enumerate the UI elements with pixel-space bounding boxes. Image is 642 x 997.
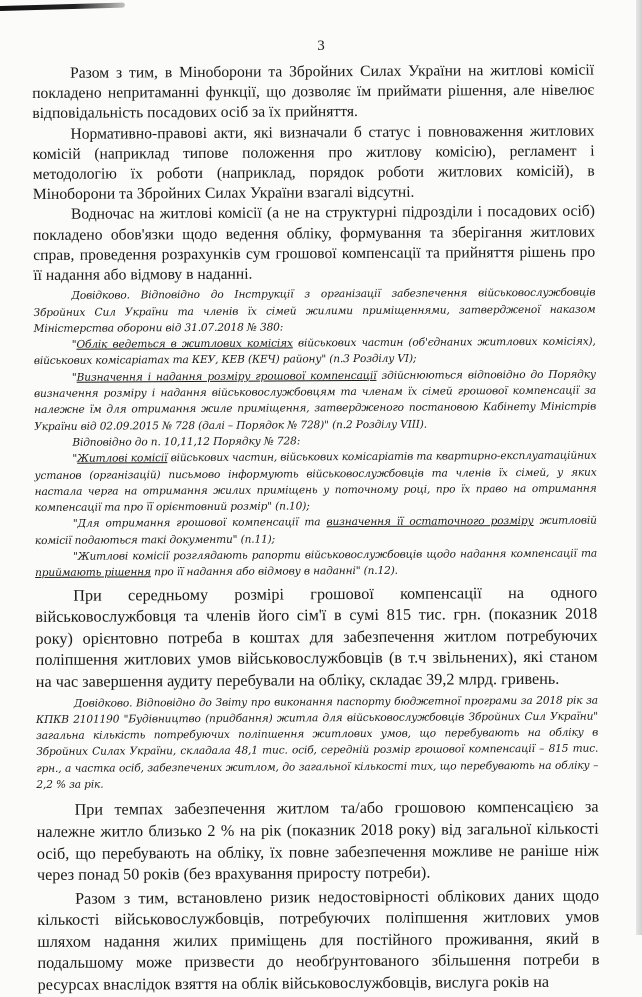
- quote-text: здійснюються відповідно до Порядку визначення розміру і надання військовослужбовцям та членам їх сімей грошової компенсації за належне їм для отримання жиле приміщення, затвердженого постановою Кабінету Міністрів України від 02.09.2015 № 728 (далі – Порядок № 728)" (п.2 Розділу VIII).: [33, 368, 597, 433]
- quote-mark: ": [71, 371, 77, 384]
- paragraph-missing-regulations: Нормативно-правові акти, які визначали б статус і повноваження житлових комісій (наприклад типове положення про житлову комісію), регламент і методологію їх роботи (наприклад, порядок роботи житлових комісій), в Міноборони та Збройних Силах України взагалі відсутні.: [32, 122, 595, 204]
- quote-text: житловій комісії подаються такі документи" (п.11);: [34, 514, 597, 547]
- document-body: [32, 61, 600, 997]
- underlined-phrase: Житлові комісії: [77, 452, 168, 465]
- underlined-phrase: визначення її остаточного розміру: [326, 515, 534, 529]
- quote-text: військових частин (об'єднаних житлових комісіях), військових комісаріатах та КЕУ, КЕВ (КЕЧ) району" (п.3 Розділу VI);: [33, 335, 596, 368]
- reference-budget-report: Довідково. Відповідно до Звіту про виконання паспорту бюджетної програми за 2018 рік за КПКВ 2101190 "Будівництво (придбання) житла для військовослужбовців Збройних Сил України" загальна кількість потребуючих поліпшення житлових умов, що перебувають на обліку в Збройних Силах України, складала 48,1 тис. осіб, середній розмір грошової компенсації – 815 тис. грн., а частка осіб, забезпечених житлом, до загальної кількості тих, що перебувають на обліку – 2,2 % за рік.: [35, 694, 599, 792]
- reference-quote-accounting: [34, 334, 596, 370]
- reference-order-728-intro: Відповідно до п. 10,11,12 Порядку № 728:: [72, 435, 301, 449]
- scan-pen-mark: [0, 3, 125, 11]
- quote-mark: ": [72, 452, 78, 465]
- reference-quote-p10: [34, 448, 596, 517]
- reference-instruction-intro: Довідково. Відповідно до Інструкції з організації забезпечення військовослужбовців Збройних Сил України та членів їх сімей жилими приміщеннями, затвердженої наказом Міністерства оборони від 31.07.2018 № 380:: [33, 286, 596, 335]
- underlined-phrase: приймають рішення: [35, 566, 151, 580]
- quote-text: "Для отримання грошової компенсації та: [72, 516, 327, 531]
- underlined-phrase: Визначення і надання розміру грошової компенсації: [76, 369, 377, 384]
- quote-mark: ": [71, 338, 77, 351]
- scan-edge-shadow: [636, 0, 642, 935]
- underlined-phrase: Облік ведеться в житлових комісіях: [76, 337, 293, 351]
- quote-text: про її надання або відмову в наданні" (п.12).: [150, 565, 398, 579]
- paragraph-commission-duties: Водночас на житлові комісії (а не на структурні підрозділи і посадових осіб) покладено обов'язки щодо ведення обліку, формування та зберігання житлових справ, проведення розрахунків сум грошової компенсації та прийняття рішень про її надання або відмову в наданні.: [32, 202, 596, 285]
- reference-quote-compensation: [34, 366, 596, 435]
- page-number: 3: [317, 38, 325, 54]
- paragraph-data-risk: Разом з тим, встановлено ризик недостовірності облікових даних щодо кількості військовослужбовців, потребуючих поліпшення житлових умов шляхом надання жилих приміщень для постійного проживання, який в подальшому може призвести до необґрунтованого збільшення потреби в ресурсах внаслідок взяття на облік військовослужбовців, вислуга років на: [37, 886, 600, 995]
- paragraph-funding-need: При середньому розмірі грошової компенсації на одного військовослужбовця та членів його сім'ї в сумі 815 тис. грн. (показник 2018 року) орієнтовно потреба в коштах для забезпечення житлом потребуючих поліпшення житлових умов військовослужбовців (в т.ч звільнених), які станом на час завершення аудиту перебували на обліку, складає 39,2 млрд. гривень.: [35, 583, 598, 691]
- quote-text: "Житлові комісії розглядають рапорти військовослужбовців щодо надання компенсації та: [72, 547, 598, 563]
- quote-text: військових частин, військових комісаріатів та квартирно-експлуатаційних установ (організацій) письмово інформують військовослужбовців та членів їх сімей, у яких настала черга на отримання жилих приміщень у поточному році, про їх право на отримання компенсації та про її орієнтовний розмір" (п.10);: [34, 449, 597, 515]
- paragraph-provision-pace: При темпах забезпечення житлом та/або грошовою компенсацією за належне житло близько 2 % на рік (показник 2018 року) від загальної кількості осіб, що перебувають на обліку, їх повне забезпечення можливе не раніше ніж через понад 50 років (без врахування приросту потреби).: [36, 797, 599, 885]
- reference-quote-p12: [35, 546, 597, 582]
- paragraph-housing-commissions-functions: Разом з тим, в Міноборони та Збройних Силах України на житлові комісії покладено непритаманні функції, що дозволяє їм приймати рішення, але нівелює відповідальність посадових осіб за їх прийняття.: [32, 61, 595, 123]
- reference-quote-p11: [35, 513, 597, 549]
